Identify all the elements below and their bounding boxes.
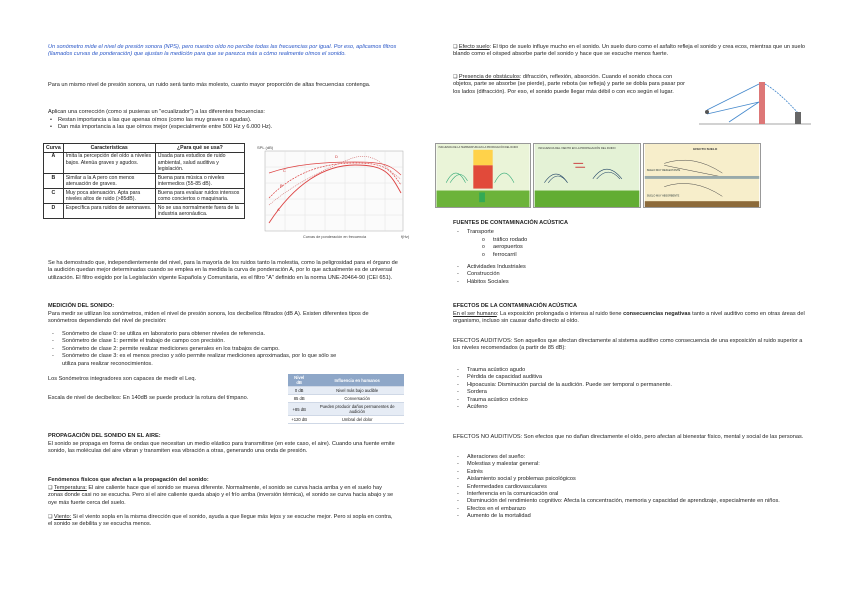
curve-label: C <box>283 168 286 173</box>
human-text-end: tanto a nivel auditivo como en otras áreas del organismo, incluso sin causar daño directo al oído. <box>453 311 805 325</box>
list-item: - Molestias y malestar general: <box>453 461 798 468</box>
list-item: - Alteraciones del sueño: <box>453 454 798 461</box>
wall-shape <box>759 82 765 124</box>
graph-xunit: f(Hz) <box>401 235 410 239</box>
table-cell: Específica para ruidos de aeronaves. <box>63 204 155 219</box>
influence-table <box>288 374 404 424</box>
table-cell: C <box>44 189 64 204</box>
table-cell: Nivel más bajo audible <box>310 387 404 395</box>
table-row <box>44 174 245 189</box>
phenomena-title: Fenómenos físicos que afectan a la propagación del sonido: <box>48 477 209 483</box>
sources-list <box>453 229 753 236</box>
list-item: - Estrés <box>453 469 798 476</box>
table-row <box>288 395 404 403</box>
list-item: - Acúfeno <box>453 404 793 411</box>
non-auditory-list <box>453 454 798 520</box>
table-row <box>44 152 245 174</box>
graph-ylabel: SPL (dB) <box>257 145 274 150</box>
scale-text: Escala de nivel de decibelios: En 140dB se puede producir la rotura del tímpano. <box>48 395 249 401</box>
image-caption: SUELO MUY ABSORBENTE <box>646 194 680 198</box>
para-curva-a: Se ha demostrado que, independientemente del nivel, para la mayoría de los ruidos tanto la molestia, como la peligrosidad para el órgano de la audición quedan mejor determinadas cuando se emplea en la medida la curva de ponderación A, por lo que actualmente es de universal utilización. El filtro exigido por la Legislación vigente Española y Comunitaria, es el filtro "A" definido en la norma UNE-20464-90 (CEI 651). <box>48 260 398 281</box>
image-caption: EFECTO SUELO <box>693 146 718 151</box>
table-cell: Conversación <box>310 395 404 403</box>
table-cell: Usada para estudios de ruido ambiental, salud auditiva y legislación. <box>155 152 244 174</box>
table-cell: Buena para música o niveles intermedios (55-85 dB). <box>155 174 244 189</box>
temperature-para <box>48 485 398 507</box>
temperature-influence-image <box>435 143 531 208</box>
para-altas-frecuencias: Para un mismo nivel de presión sonora, un ruido será tanto más molesto, cuanto mayor proporción de altas frecuencias contenga. <box>48 82 371 88</box>
list-item: - Pérdida de capacidad auditiva <box>453 374 793 381</box>
measure-para: Para medir se utilizan los sonómetros, miden el nivel de presión sonora, los decibelios filtrados (dB A). Existen diferentes tipos de sonómetros dependiendo del nivel de precisión: <box>48 311 369 325</box>
table-row <box>288 416 404 424</box>
list-item: - Sonómetro de clase 1: permite el trabajo de campo con precisión. <box>48 338 348 345</box>
table-cell: Imita la percepción del oído a niveles bajos. Atenúa graves y agudos. <box>63 152 155 174</box>
graph-xlabel: Curvas de ponderación en frecuencia <box>303 235 367 239</box>
effects-title: EFECTOS DE LA CONTAMINACIÓN ACÚSTICA <box>453 303 577 309</box>
list-item: - Hábitos Sociales <box>453 279 753 286</box>
human-effects-para <box>453 311 805 326</box>
list-item: • Restan importancia a las que apenas oímos (como las muy graves o agudas). <box>48 117 398 124</box>
ground-effect-label: Efecto suelo <box>458 44 490 50</box>
table-cell: No se usa normalmente fuera de la industria aeronáutica. <box>155 204 244 219</box>
ground-effect-image <box>643 143 761 208</box>
image-caption: INFLUENCIA DE LA TEMPERATURA EN LA PROPAGACIÓN DEL RUIDO <box>438 145 519 149</box>
table-cell: Buena para evaluar ruidos intensos como conciertos o maquinaria. <box>155 189 244 204</box>
list-item: - Sonómetro de clase 0: se utiliza en laboratorio para obtener niveles de referencia. <box>48 331 348 338</box>
list-item: - Trauma acústico crónico <box>453 397 793 404</box>
obstacle-diagram <box>699 72 811 134</box>
table-cell: 85 dB <box>288 395 310 403</box>
list-item: - Trauma acústico agudo <box>453 367 793 374</box>
wind-text: Si el viento sopla en la misma dirección que el sonido, ayuda a que llegue más lejos y se escuche mejor. Pero si sopla en contra, el sonido se debilita y se escucha menos. <box>48 514 393 528</box>
obstacles-para <box>453 74 691 96</box>
table-cell: Muy poca atenuación. Apta para niveles altos de ruido (>85dB). <box>63 189 155 204</box>
sources-list-rest <box>453 264 753 286</box>
table-cell: 0 dB <box>288 387 310 395</box>
curve-label: A <box>277 207 280 212</box>
list-item: - Aislamiento social y problemas psicológicos <box>453 476 798 483</box>
wind-label: Viento: <box>53 514 72 520</box>
table-row <box>288 387 404 395</box>
curve-label: B <box>280 183 283 188</box>
list-item: o ferrocarril <box>453 252 753 259</box>
para-correccion: Aplican una corrección (como si pusieras un "ecualizador") a las diferentes frecuencias: <box>48 109 265 115</box>
table-cell: Umbral del dolor <box>310 416 404 424</box>
weighting-curves-graph <box>255 143 415 246</box>
graph-frame <box>265 151 403 231</box>
table-cell: A <box>44 152 64 174</box>
non-auditory-para: EFECTOS NO AUDITIVOS: Son efectos que no dañan directamente el oído, pero afectan al bienestar físico, mental y social de las personas. <box>453 434 804 440</box>
propagation-title: PROPAGACIÓN DEL SONIDO EN EL AIRE: <box>48 433 161 439</box>
table-cell: Similar a la A pero con menos atenuación de graves. <box>63 174 155 189</box>
list-item: o aeropuertos <box>453 244 753 251</box>
list-item: • Dan más importancia a las que oímos mejor (especialmente entre 500 Hz y 6.000 Hz). <box>48 124 398 131</box>
table-cell: D <box>44 204 64 219</box>
list-item: - Actividades Industriales <box>453 264 753 271</box>
propagation-para: El sonido se propaga en forma de ondas que necesitan un medio elástico para transmitirse (en este caso, el aire). Cuando una fuente emite sonido, las moléculas del aire vibran y transmiten esa vibración a otras, generando una onda de presión. <box>48 441 395 455</box>
list-item: o tráfico rodado <box>453 237 753 244</box>
curves-table <box>43 143 245 219</box>
temperature-label: Temperatura: <box>53 485 87 491</box>
human-text: : La exposición prolongada o intensa al ruido tiene <box>496 311 624 317</box>
table-cell: B <box>44 174 64 189</box>
obstacles-label: Presencia de obstáculos <box>458 74 520 80</box>
list-item: - Hipoacusia: Disminución parcial de la audición. Puede ser temporal o permanente. <box>453 382 793 389</box>
sources-title: FUENTES DE CONTAMINACIÓN ACÚSTICA <box>453 220 568 226</box>
list-item: - Interferencia en la comunicación oral <box>453 491 798 498</box>
list-item: - Sonómetro de clase 2: permite realizar mediciones generales en los trabajos de campo. <box>48 346 348 353</box>
obstacles-text: : difracción, reflexión, absorción. Cuando el sonido choca con objetos, parte se absorbe (se pierde), parte rebota (se refleja) y parte se dobla para pasar por los lados (difracción). Por eso, el sonido puede llegar más débil o con eco según el lugar. <box>453 74 685 95</box>
auditory-list <box>453 367 793 411</box>
list-item: - Transporte <box>453 229 753 236</box>
list-item: - Construcción <box>453 271 753 278</box>
table-cell: +85 dB <box>288 403 310 416</box>
table-row <box>288 403 404 416</box>
ground-effect-text: : El tipo de suelo influye mucho en el sonido. Un suelo duro como el asfalto refleja el sonido y crea ecos, mientras que un suelo blando como el césped absorbe parte del sonido y hace que se escuche menos fuerte. <box>453 44 805 58</box>
table-header: Influencia en humanos <box>310 374 404 387</box>
list-item: - Enfermedades cardiovasculares <box>453 484 798 491</box>
list-item: - Sonómetro de clase 3: es el menos preciso y sólo permite realizar mediciones aproximadas, por lo que sólo se utiliza para realizar reconocimientos. <box>48 353 348 368</box>
class-list <box>48 331 348 368</box>
intro-blue: Un sonómetro mide el nivel de presión sonora (NPS), pero nuestro oído no percibe todas las frecuencias por igual. Por eso, aplicamos filtros (llamados curvas de ponderación) que ajustan la medición para que se parezca más a cómo realmente oímos el sonido. <box>48 44 397 58</box>
table-header: Curva <box>44 144 64 153</box>
table-cell: Pueden producir daños permanentes de audición <box>310 403 404 416</box>
human-bold: consecuencias negativas <box>623 311 691 317</box>
transport-sublist <box>453 237 753 259</box>
ground-effect-para <box>453 44 805 59</box>
table-header: Características <box>63 144 155 153</box>
list-item: - Efectos en el embarazo <box>453 506 798 513</box>
table-row <box>44 204 245 219</box>
image-caption: INFLUENCIA DEL VIENTO EN LA PROPAGACIÓN DEL RUIDO <box>538 146 616 150</box>
wind-influence-image <box>533 143 641 208</box>
list-item: - Aumento de la mortalidad <box>453 513 798 520</box>
table-header: Nivel dB <box>288 374 310 387</box>
table-header: ¿Para qué se usa? <box>155 144 244 153</box>
wind-para <box>48 514 398 529</box>
table-row <box>44 189 245 204</box>
correction-bullets <box>48 117 398 132</box>
temperature-text: El aire caliente hace que el sonido se mueva diferente. Normalmente, el sonido se curva hacia arriba y en el suelo hay zonas donde casi no se escucha. Pero si el aire caliente queda abajo y el frío arriba (inversión térmica), el sonido se curva hacia abajo y se oye más fuerte cerca del suelo. <box>48 485 394 506</box>
curve-label: D <box>335 154 338 159</box>
list-item: - Disminución del rendimiento cognitivo: Afecta la concentración, memoria y capacidad de aprendizaje, especialmente en niños. <box>453 498 798 505</box>
list-item: - Sordera <box>453 389 793 396</box>
integrators-text: Los Sonómetros integradores son capaces de medir el Leq. <box>48 376 197 382</box>
measure-title: MEDICIÓN DEL SONIDO: <box>48 303 115 309</box>
image-caption: SUELO MUY REFLECTANTE <box>646 169 681 173</box>
auditory-para: EFECTOS AUDITIVOS: Son aquellos que afectan directamente al sistema auditivo como consecuencia de una exposición al ruido superior a los niveles recomendados (a partir de 85 dB): <box>453 338 803 352</box>
table-cell: +120 dB <box>288 416 310 424</box>
human-label: En el ser humano <box>453 311 497 317</box>
